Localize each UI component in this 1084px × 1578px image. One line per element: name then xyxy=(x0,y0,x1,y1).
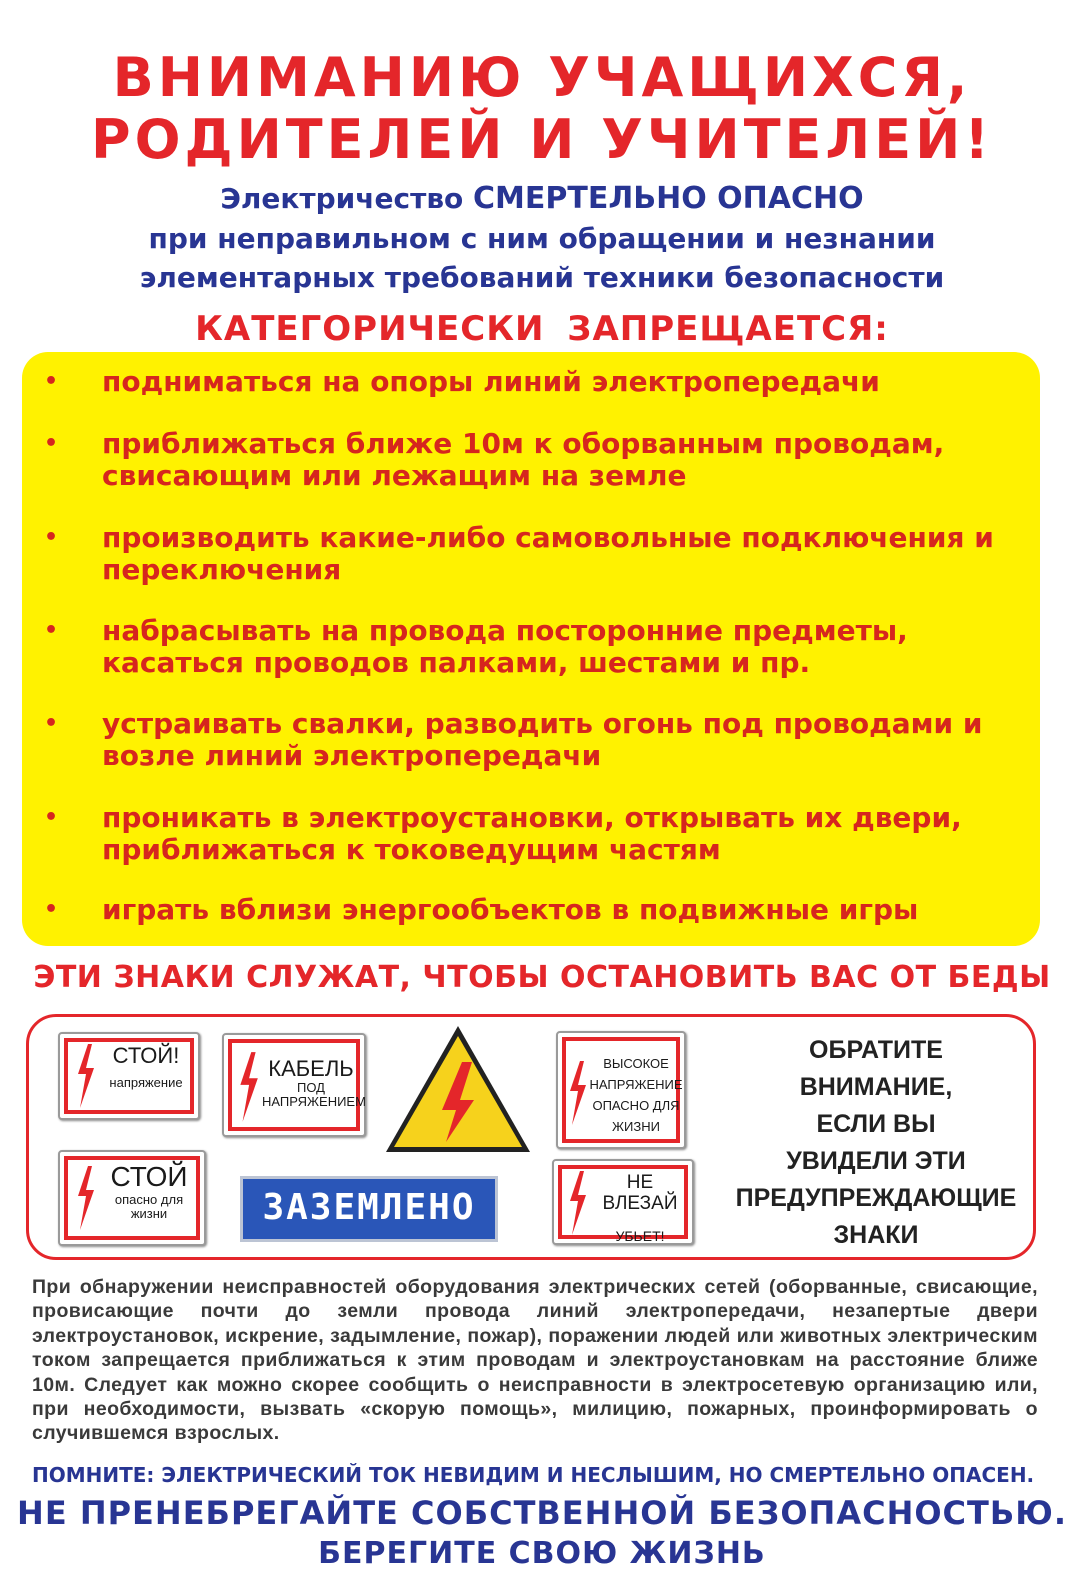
sign-big-text: НЕ ВЛЕЗАЙ xyxy=(602,1172,678,1214)
subtitle-prefix: Электричество xyxy=(220,182,474,215)
attention-note xyxy=(726,1032,1026,1254)
headline-line-2: РОДИТЕЛЕЙ И УЧИТЕЛЕЙ! xyxy=(91,108,993,171)
closing-line-1: НЕ ПРЕНЕБРЕГАЙТЕ СОБСТВЕННОЙ БЕЗОПАСНОСТЬЮ. xyxy=(17,1494,1067,1532)
attention-line: УВИДЕЛИ ЭТИ xyxy=(786,1147,966,1175)
signs-heading: ЭТИ ЗНАКИ СЛУЖАТ, ЧТОБЫ ОСТАНОВИТЬ ВАС ОТ БЕДЫ xyxy=(33,960,1051,995)
sign-big-text: КАБЕЛЬ xyxy=(268,1056,354,1081)
attention-line: ВНИМАНИЕ, xyxy=(799,1073,953,1101)
attention-line: ЗНАКИ xyxy=(833,1221,919,1249)
sign-caption xyxy=(588,1053,684,1137)
rule-text: подниматься на опоры линий электропередачи xyxy=(102,365,880,398)
high-voltage-danger-sign xyxy=(556,1031,686,1149)
subtitle-line-3: элементарных требований техники безопасности xyxy=(139,261,945,294)
bullet-icon: • xyxy=(44,805,59,830)
rule-text: набрасывать на провода посторонние предметы, касаться проводов палками, шестами и пр. xyxy=(102,614,908,679)
forbidden-heading: КАТЕГОРИЧЕСКИ ЗАПРЕЩАЕТСЯ: xyxy=(195,309,889,349)
remember-line: ПОМНИТЕ: ЭЛЕКТРИЧЕСКИЙ ТОК НЕВИДИМ И НЕСЛЫШИМ, НО СМЕРТЕЛЬНО ОПАСЕН. xyxy=(32,1463,1035,1487)
lightning-bolt-icon xyxy=(566,1057,588,1129)
rule-text: устраивать свалки, разводить огонь под проводами и возле линий электропередачи xyxy=(102,707,983,772)
sign-small-text: жизни xyxy=(130,1206,168,1222)
info-paragraph: При обнаружении неисправностей оборудования электрических сетей (оборванные, свисающие, провисающие почти до земли провода линий электропередачи, незапертые двери электроустановок, искрение, задымление, пожар), поражении людей или животных электрическим током запрещается приближаться к этим проводам и электроустановкам на расстояние ближе 10м. Следует как можно скорее сообщить о неисправности в электросетевую организацию или, при необходимости, вызвать «скорую помощь», милицию, пожарных, проинформировать о случившемся взрослых. xyxy=(32,1276,1038,1445)
sign-text-line: ВЫСОКОЕ xyxy=(603,1056,669,1071)
bullet-icon: • xyxy=(44,369,59,394)
sign-text-line: ОПАСНО ДЛЯ xyxy=(592,1098,680,1113)
bullet-icon: • xyxy=(44,525,59,550)
sign-big-text: СТОЙ! xyxy=(112,1043,180,1068)
bullet-icon: • xyxy=(44,431,59,456)
rule-text: играть вблизи энергообъектов в подвижные игры xyxy=(102,893,919,926)
attention-line: ЕСЛИ ВЫ xyxy=(816,1110,936,1138)
stop-voltage-sign xyxy=(58,1032,200,1120)
sign-caption xyxy=(98,1162,200,1221)
sign-caption xyxy=(96,1044,196,1090)
headline-line-1: ВНИМАНИЮ УЧАЩИХСЯ, xyxy=(112,46,972,109)
sign-small-text: УБЬЕТ! xyxy=(615,1227,665,1244)
rule-text: проникать в электроустановки, открывать их двери, приближаться к токоведущим частям xyxy=(102,801,962,866)
lightning-bolt-icon xyxy=(236,1051,260,1123)
sign-small-text: НАПРЯЖЕНИЕМ xyxy=(262,1094,366,1110)
sign-big-text: СТОЙ xyxy=(110,1161,188,1192)
subtitle-highlight: СМЕРТЕЛЬНО ОПАСНО xyxy=(473,181,864,216)
rule-text: производить какие-либо самовольные подключения и переключения xyxy=(102,521,994,586)
lightning-bolt-icon xyxy=(74,1164,96,1232)
lightning-bolt-icon xyxy=(566,1171,588,1235)
sign-small-text: напряжение xyxy=(109,1075,183,1091)
sign-text-line: ЖИЗНИ xyxy=(612,1119,660,1134)
attention-line: ПРЕДУПРЕЖДАЮЩИЕ xyxy=(735,1184,1017,1212)
high-voltage-triangle-icon xyxy=(382,1022,534,1156)
sign-caption xyxy=(262,1056,366,1110)
rule-text: приближаться ближе 10м к оборванным проводам, свисающим или лежащим на земле xyxy=(102,427,945,492)
sign-text-line: НАПРЯЖЕНИЕ xyxy=(589,1077,683,1092)
bullet-icon: • xyxy=(44,618,59,643)
subtitle-line-1 xyxy=(0,180,1084,218)
subtitle-line-2: при неправильном с ним обращении и незнании xyxy=(148,222,936,255)
grounded-sign: ЗАЗЕМЛЕНО xyxy=(240,1176,498,1242)
sign-small-text: опасно для xyxy=(114,1191,184,1207)
attention-line: ОБРАТИТЕ xyxy=(809,1036,943,1064)
do-not-climb-sign xyxy=(552,1159,694,1245)
closing-line-2: БЕРЕГИТЕ СВОЮ ЖИЗНЬ xyxy=(318,1536,766,1571)
forbidden-rules-box xyxy=(22,352,1040,946)
stop-danger-sign xyxy=(58,1150,206,1246)
lightning-bolt-icon xyxy=(74,1044,96,1108)
bullet-icon: • xyxy=(44,897,59,922)
cable-voltage-sign xyxy=(222,1033,366,1137)
sign-small-text: ПОД xyxy=(297,1080,325,1096)
sign-caption xyxy=(588,1173,692,1244)
bullet-icon: • xyxy=(44,711,59,736)
